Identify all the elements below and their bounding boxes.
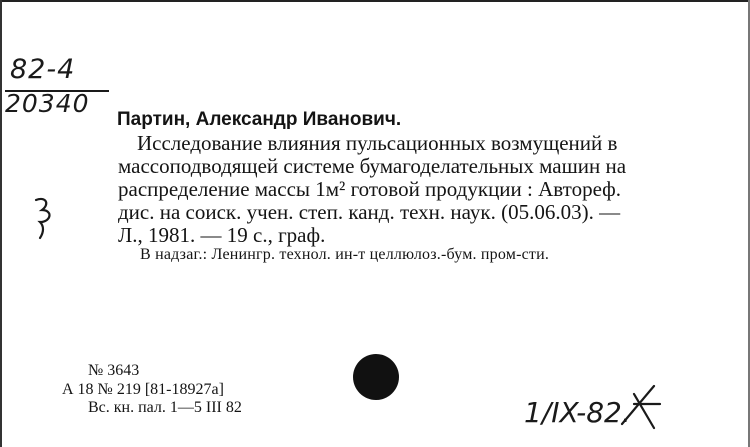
institution-note: В надзаг.: Ленингр. технол. ин-т целлюлоз.-бум. пром-сти. <box>140 246 550 263</box>
shelf-mark-bottom: 20340 <box>5 89 90 118</box>
author-heading: Партин, Александр Иванович. <box>117 109 402 130</box>
title-line-5: Л., 1981. — 19 с., граф. <box>118 223 326 247</box>
handwritten-date <box>522 376 672 438</box>
accession-number: А 18 № 219 [81-18927а] <box>62 381 224 398</box>
punch-hole <box>353 354 399 400</box>
book-chamber-location: Вс. кн. пал. 1—5 III 82 <box>88 399 242 416</box>
shelf-mark-top: 82-4 <box>10 54 76 85</box>
svg-text:1/IX-82.: 1/IX-82. <box>524 396 631 429</box>
handwritten-margin-mark <box>32 196 60 242</box>
title-line-3: распределение массы 1м² готовой продукции : Автореф. <box>118 177 622 201</box>
card-left-edge <box>0 0 2 447</box>
registration-number: № 3643 <box>88 362 140 379</box>
card-top-edge <box>0 0 750 2</box>
title-line-2: массоподводящей системе бумагоделательных машин на <box>118 154 627 178</box>
title-line-1: Исследование влияния пульсационных возмущений в <box>137 131 618 155</box>
title-line-4: дис. на соиск. учен. степ. канд. техн. наук. (05.06.03). — <box>118 200 621 224</box>
